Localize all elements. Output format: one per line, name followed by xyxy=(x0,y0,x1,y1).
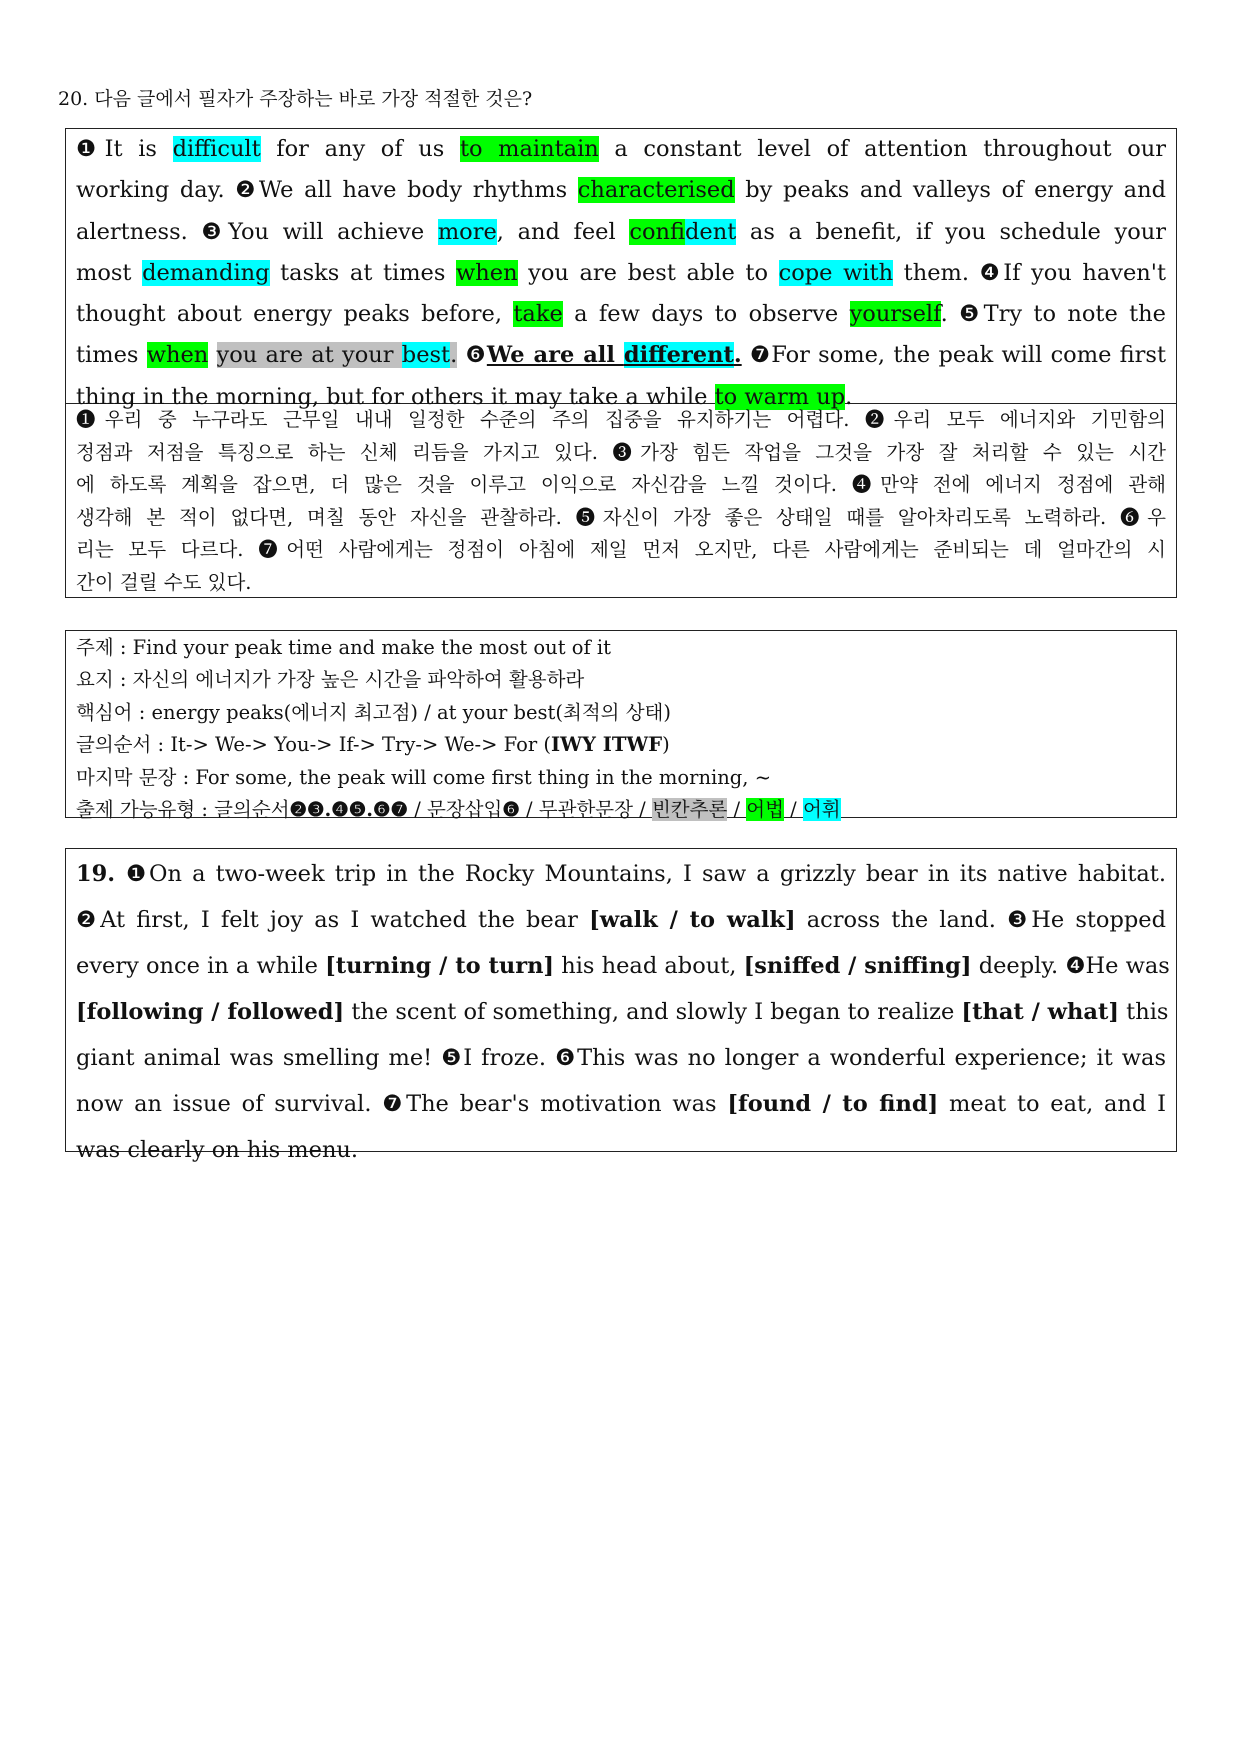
translation-line: ❶우리 중 누구라도 근무일 내내 일정한 수준의 주의 집중을 유지하기는 어렵다. ❷우리 모두 에너지와 기민함의 xyxy=(76,408,1166,431)
passage-line: now an issue of survival. ❼The bear's motivation was [found / to find] meat to eat, and I xyxy=(76,1091,1166,1117)
passage-line: giant animal was smelling me! ❺I froze. ❻This was no longer a wonderful experience; it was xyxy=(76,1045,1166,1071)
passage-line: ❶It is difficult for any of us to maintain a constant level of attention throughout our xyxy=(76,136,1166,162)
passage-line: thought about energy peaks before, take a few days to observe yourself. ❺Try to note the xyxy=(76,301,1166,328)
translation-line: 생각해 본 적이 없다면, 며칠 동안 자신을 관찰하라. ❺자신이 가장 좋은 상태일 때를 알아차리도록 노력하라. ❻우 xyxy=(76,505,1166,529)
summary-question-types: 출제 가능유형 : 글의순서❷❸.❹❺.❻❼ / 문장삽입❻ / 무관한문장 / 빈칸추론 / 어법 / 어휘 xyxy=(76,798,841,822)
passage-line: working day. ❷We all have body rhythms characterised by peaks and valleys of energy and xyxy=(76,177,1166,204)
translation-20-box xyxy=(65,404,1177,598)
summary-gist: 요지 : 자신의 에너지가 가장 높은 시간을 파악하여 활용하라 xyxy=(76,668,585,692)
passage-line: most demanding tasks at times when you are best able to cope with them. ❹If you haven't xyxy=(76,259,1167,286)
summary-order: 글의순서 : It-> We-> You-> If-> Try-> We-> For (IWY ITWF) xyxy=(76,733,670,757)
type-blank-badge: 빈칸추론 xyxy=(651,798,728,822)
summary-topic: 주제 : Find your peak time and make the most out of it xyxy=(76,636,611,659)
translation-line: 정점과 저점을 특징으로 하는 신체 리듬을 가지고 있다. ❸가장 힘든 작업을 그것을 가장 잘 처리할 수 있는 시간 xyxy=(76,440,1166,464)
passage-line: every once in a while [turning / to turn] his head about, [sniffed / sniffing] deeply. ❹He was xyxy=(76,953,1170,979)
passage-line: thing in the morning, but for others it may take a while to warm up. xyxy=(76,383,853,410)
summary-box xyxy=(65,630,1177,822)
passage-line: ❷At first, I felt joy as I watched the bear [walk / to walk] across the land. ❸He stopped xyxy=(76,907,1166,933)
passage-line: was clearly on his menu. xyxy=(76,1137,359,1163)
passage-line: alertness. ❸You will achieve more, and feel confident as a benefit, if you schedule your xyxy=(76,218,1166,245)
translation-line: 에 하도록 계획을 잡으면, 더 많은 것을 이루고 이익으로 자신감을 느낄 것이다. ❹만약 전에 에너지 정점에 관해 xyxy=(76,473,1166,497)
question-title: 20. 다음 글에서 필자가 주장하는 바로 가장 적절한 것은? xyxy=(58,88,533,110)
passage-line: [following / followed] the scent of something, and slowly I began to realize [that / what] this xyxy=(76,999,1169,1025)
translation-line: 리는 모두 다르다. ❼어떤 사람에게는 정점이 아침에 제일 먼저 오지만, 다른 사람에게는 준비되는 데 얼마간의 시 xyxy=(76,538,1166,562)
type-vocab-badge: 어휘 xyxy=(802,798,841,822)
passage-19-box xyxy=(65,848,1177,1163)
passage-line: 19. ❶On a two-week trip in the Rocky Mountains, I saw a grizzly bear in its native habitat. xyxy=(76,861,1166,887)
summary-keywords: 핵심어 : energy peaks(에너지 최고점) / at your best(최적의 상태) xyxy=(76,700,671,724)
passage-line: times when you are at your best. ❻We are all different. ❼For some, the peak will come first xyxy=(76,342,1166,369)
passage-20-box xyxy=(65,128,1177,410)
translation-line: 간이 걸릴 수도 있다. xyxy=(76,570,252,594)
type-grammar-badge: 어법 xyxy=(746,798,784,822)
summary-last-sentence: 마지막 문장 : For some, the peak will come first thing in the morning, ~ xyxy=(76,765,772,789)
